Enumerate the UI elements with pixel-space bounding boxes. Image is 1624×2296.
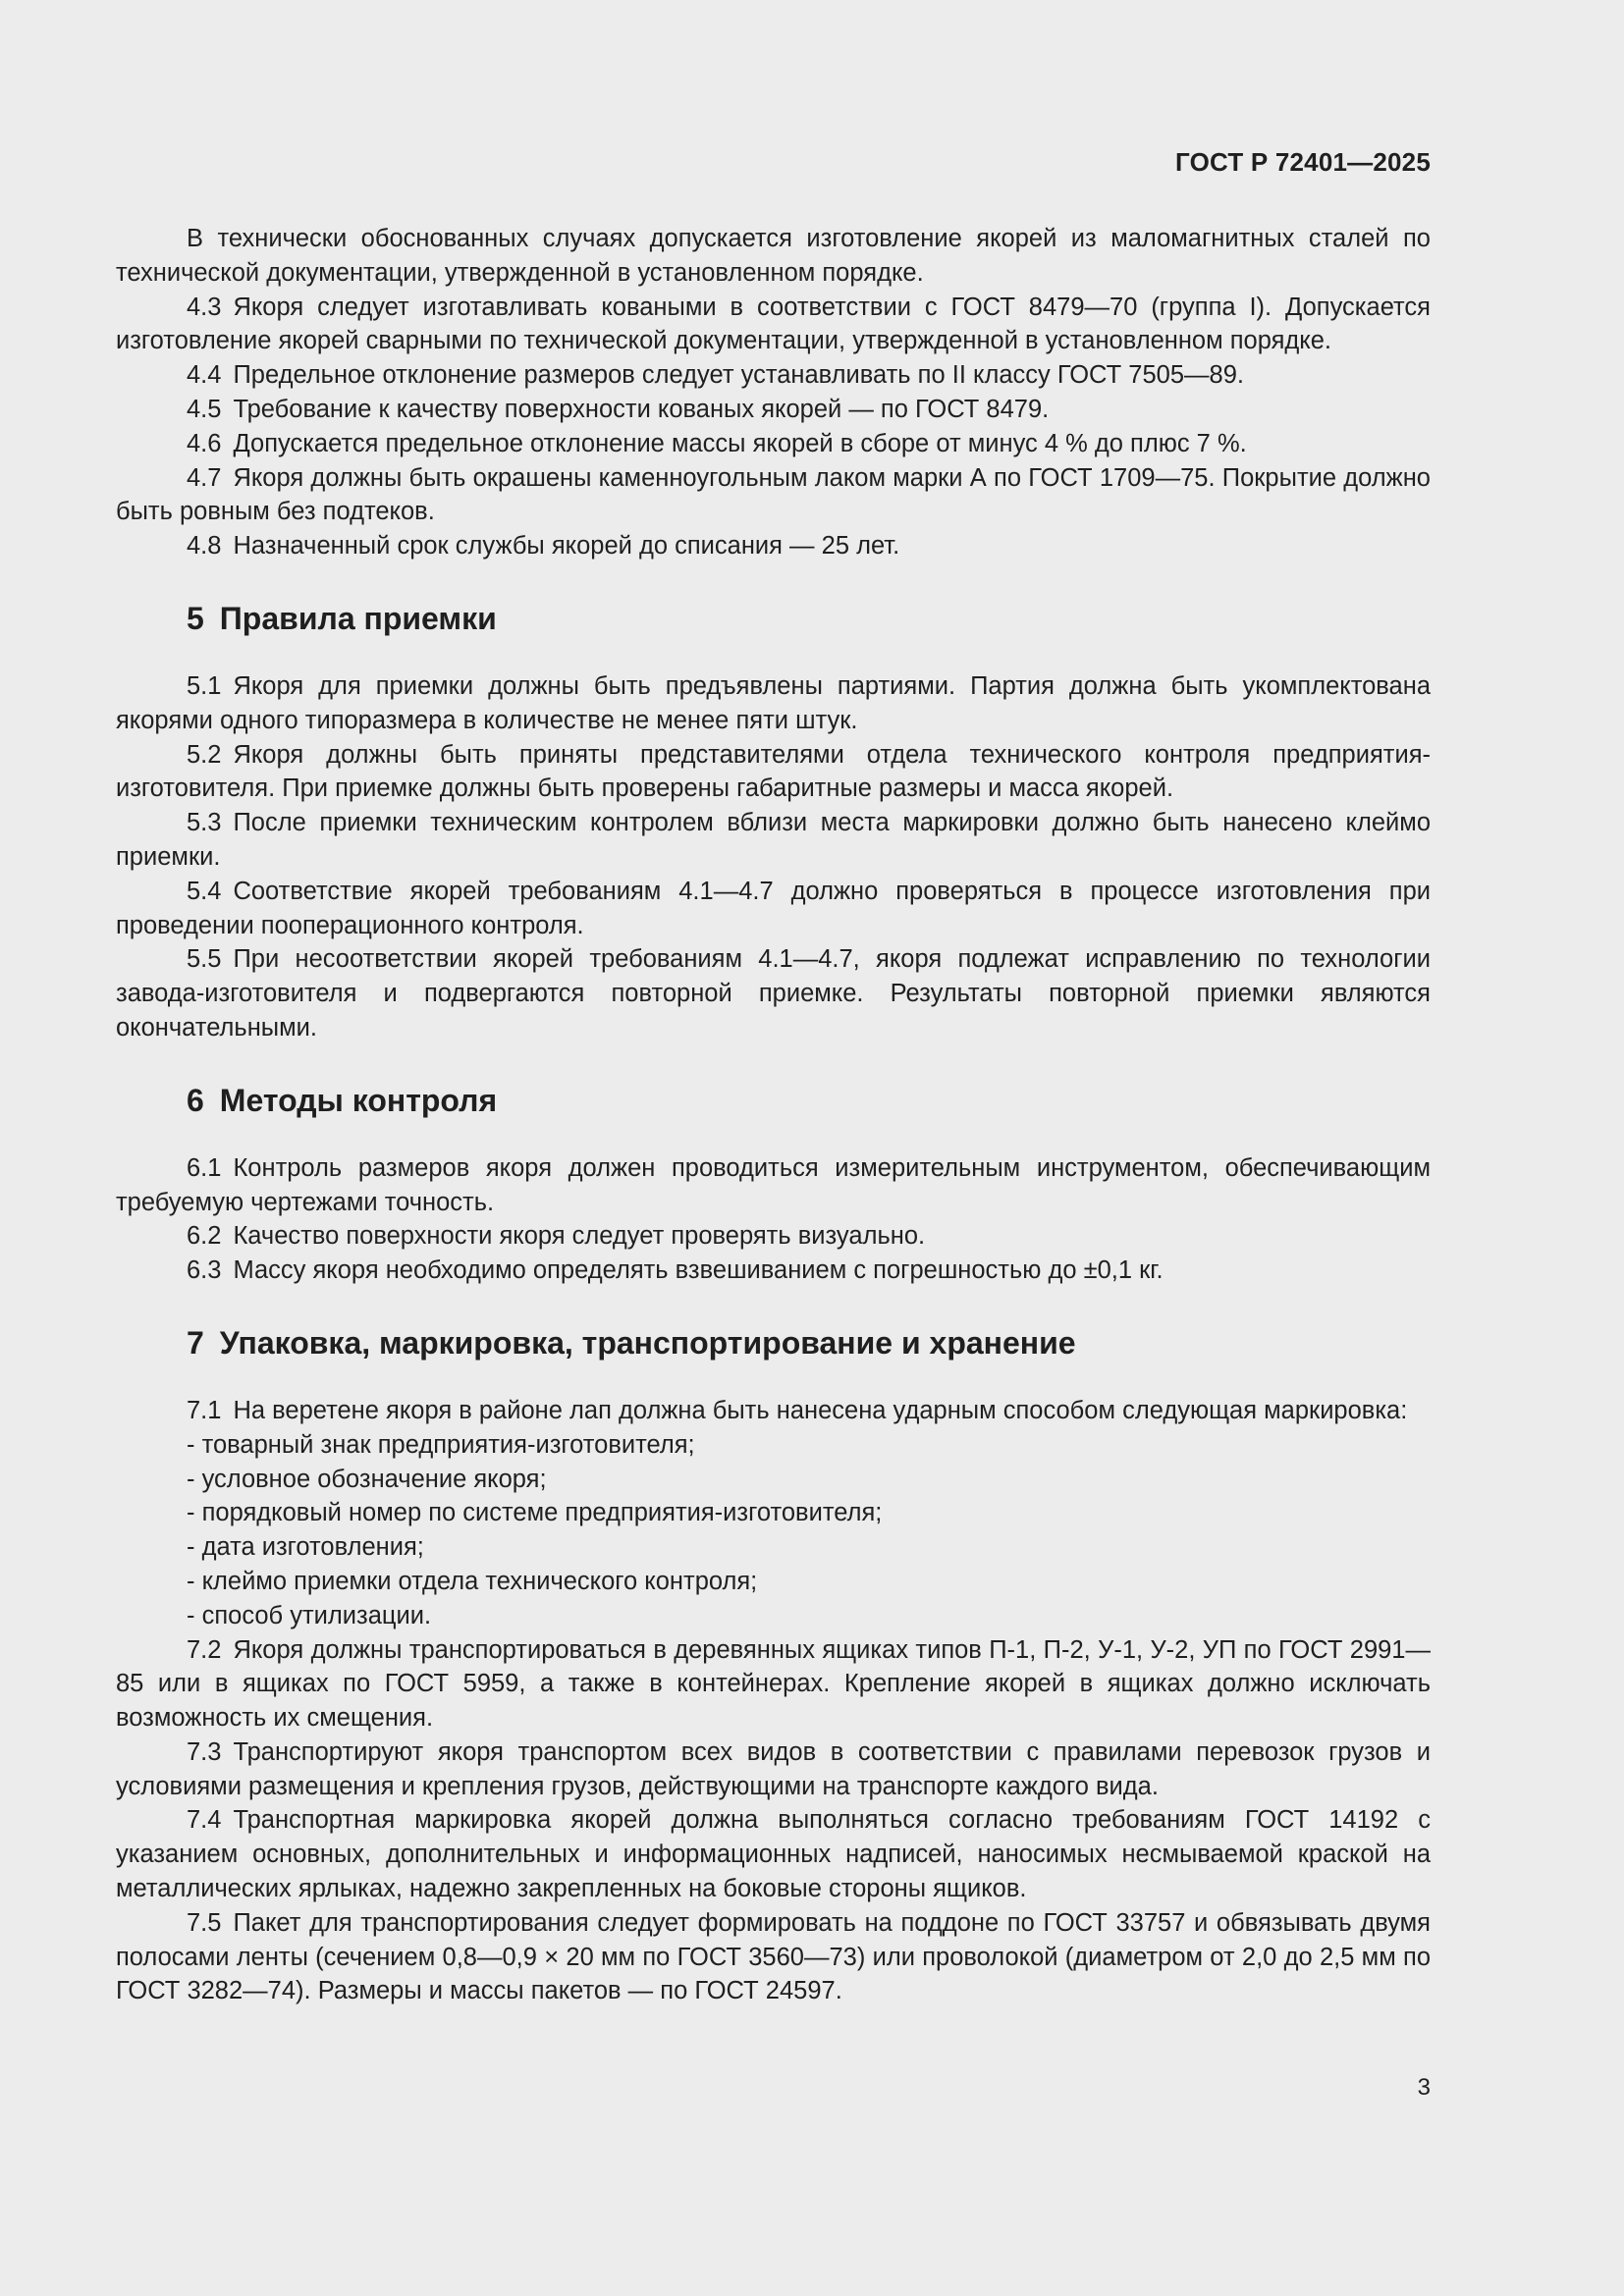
list-item: - условное обозначение якоря; — [187, 1465, 547, 1493]
list-item: - порядковый номер по системе предприятия-изготовителя; — [187, 1499, 883, 1527]
paragraph-5-3: 5.3 После приемки техническим контролем вблизи места маркировки должно быть нанесено клеймо приемки. — [116, 809, 1431, 871]
paragraph-6-3: 6.3 Массу якоря необходимо определять взвешиванием с погрешностью до ±0,1 кг. — [187, 1256, 1164, 1285]
list-item: - способ утилизации. — [187, 1601, 432, 1629]
paragraph-7-2: 7.2 Якоря должны транспортироваться в деревянных ящиках типов П-1, П-2, У-1, У-2, УП по ГОСТ 2991—85 или в ящиках по ГОСТ 5959, а также в контейнерах. Крепление якорей в ящиках должно исключать возможность их смещения. — [116, 1635, 1431, 1733]
list-item: - клеймо приемки отдела технического контроля; — [187, 1567, 758, 1595]
document-body — [116, 222, 1431, 2008]
paragraph-intro: В технически обоснованных случаях допускается изготовление якорей из маломагнитных сталей по технической документации, утвержденной в установленном порядке. — [116, 225, 1431, 287]
paragraph-5-5: 5.5 При несоответствии якорей требованиям 4.1—4.7, якоря подлежат исправлению по технологии завода-изготовителя и подвергаются повторной приемке. Результаты повторной приемки являются окончательными. — [116, 945, 1431, 1041]
paragraph-7-4: 7.4 Транспортная маркировка якорей должна выполняться согласно требованиям ГОСТ 14192 с указанием основных, дополнительных и информационных надписей, наносимых несмываемой краской на металлических ярлыках, надежно закрепленных на боковые стороны ящиков. — [116, 1806, 1431, 1903]
section-7-heading: 7 Упаковка, маркировка, транспортирование и хранение — [187, 1324, 1076, 1361]
paragraph-6-1: 6.1 Контроль размеров якоря должен проводиться измерительным инструментом, обеспечивающим требуемую чертежами точность. — [116, 1153, 1431, 1216]
paragraph-7-5: 7.5 Пакет для транспортирования следует формировать на поддоне по ГОСТ 33757 и обвязывать двумя полосами ленты (сечением 0,8—0,9 × 20 мм по ГОСТ 3560—73) или проволокой (диаметром от 2,0 до 2,5 мм по ГОСТ 3282—74). Размеры и массы пакетов — по ГОСТ 24597. — [116, 1908, 1431, 2005]
paragraph-5-2: 5.2 Якоря должны быть приняты представителями отдела технического контроля предприятия-изготовителя. При приемке должны быть проверены габаритные размеры и масса якорей. — [116, 740, 1431, 803]
paragraph-7-3: 7.3 Транспортируют якоря транспортом всех видов в соответствии с правилами перевозок грузов и условиями размещения и крепления грузов, действующими на транспорте каждого вида. — [116, 1737, 1431, 1800]
list-item: - дата изготовления; — [187, 1533, 424, 1562]
document-code: ГОСТ Р 72401—2025 — [1175, 147, 1431, 177]
paragraph-5-1: 5.1 Якоря для приемки должны быть предъявлены партиями. Партия должна быть укомплектована якорями одного типоразмера в количестве не менее пяти штук. — [116, 671, 1431, 734]
paragraph-4-6: 4.6 Допускается предельное отклонение массы якорей в сборе от минус 4 % до плюс 7 %. — [187, 429, 1247, 457]
paragraph-4-4: 4.4 Предельное отклонение размеров следует устанавливать по II классу ГОСТ 7505—89. — [187, 361, 1244, 390]
section-6-heading: 6 Методы контроля — [187, 1082, 498, 1118]
paragraph-5-4: 5.4 Соответствие якорей требованиям 4.1—4.7 должно проверяться в процессе изготовления при проведении пооперационного контроля. — [116, 877, 1431, 939]
paragraph-4-7: 4.7 Якоря должны быть окрашены каменноугольным лаком марки А по ГОСТ 1709—75. Покрытие должно быть ровным без подтеков. — [116, 463, 1431, 526]
paragraph-4-3: 4.3 Якоря следует изготавливать коваными в соответствии с ГОСТ 8479—70 (группа I). Допускается изготовление якорей сварными по технической документации, утвержденной в установленном порядке. — [116, 293, 1431, 355]
paragraph-4-8: 4.8 Назначенный срок службы якорей до списания — 25 лет. — [187, 532, 900, 561]
page-number: 3 — [1417, 2074, 1431, 2101]
paragraph-4-5: 4.5 Требование к качеству поверхности кованых якорей — по ГОСТ 8479. — [187, 395, 1050, 423]
section-5-heading: 5 Правила приемки — [187, 600, 497, 636]
list-item: - товарный знак предприятия-изготовителя; — [187, 1430, 695, 1459]
paragraph-7-1: 7.1 На веретене якоря в районе лап должна быть нанесена ударным способом следующая маркировка: — [187, 1396, 1408, 1424]
paragraph-6-2: 6.2 Качество поверхности якоря следует проверять визуально. — [187, 1222, 926, 1251]
